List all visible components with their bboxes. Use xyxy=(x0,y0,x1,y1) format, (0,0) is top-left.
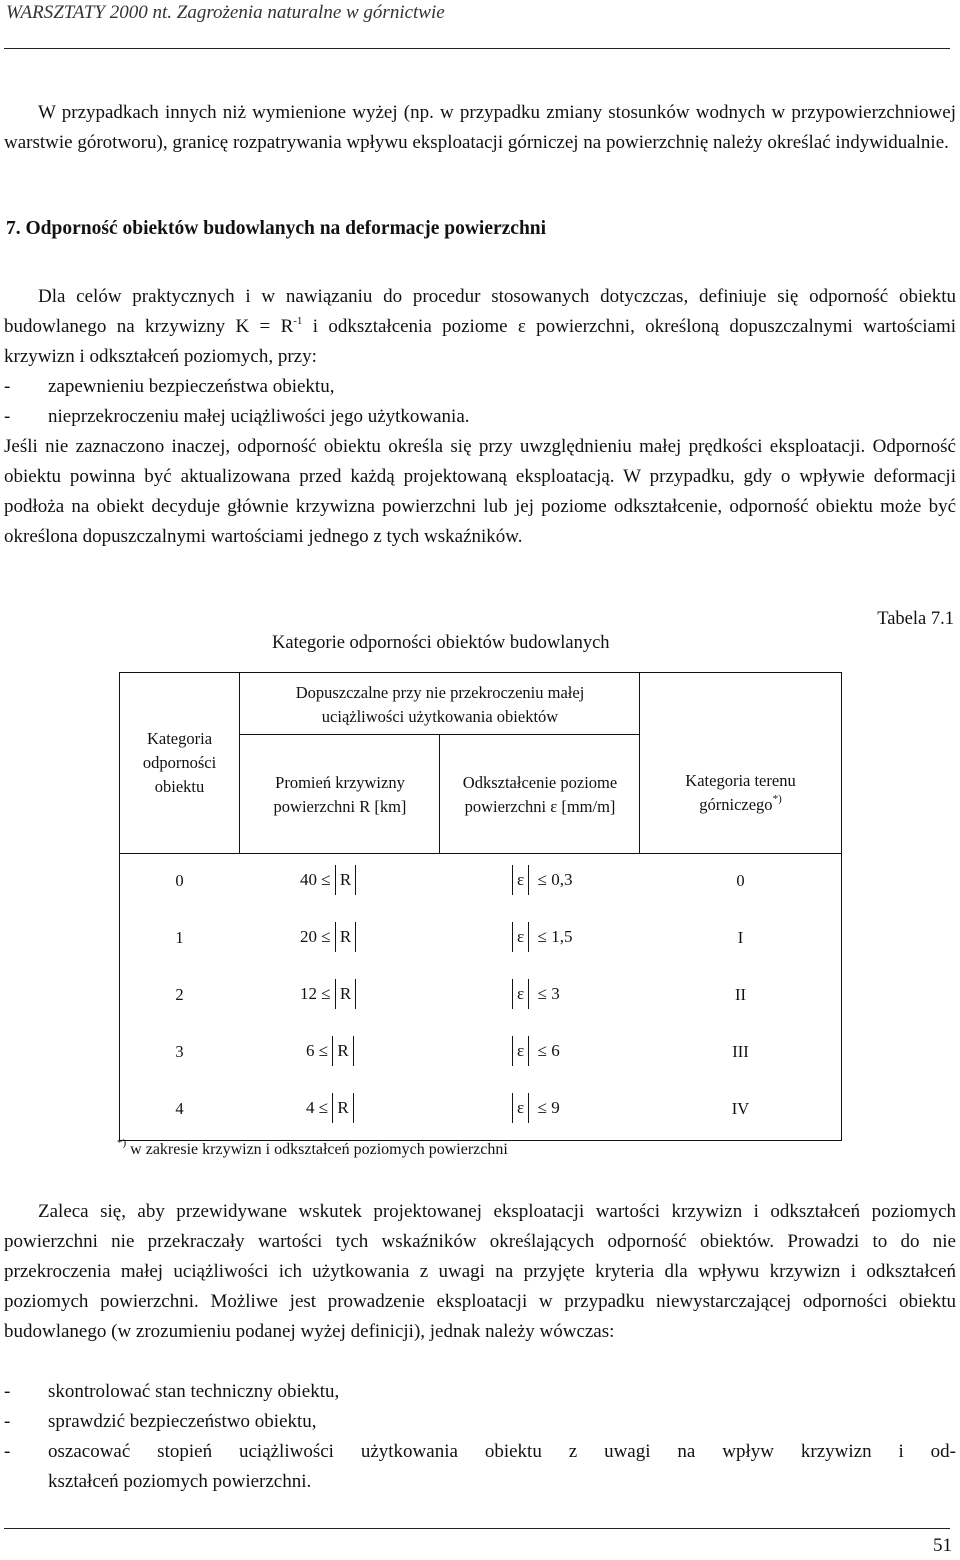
header-strain: Odkształcenie poziome powierzchni ε [mm/m] xyxy=(462,773,618,816)
page-number: 51 xyxy=(933,1535,952,1556)
row-radius: 40 ≤ R xyxy=(300,865,356,895)
paragraph: Jeśli nie zaznaczono inaczej, odporność obiektu określa się przy uwzględnieniu małej prędkości eksploatacji. Odporność obiektu powinna być aktualizowana przed każdą projektowaną eksploatacją. W przypadku, gdy o wpływie deformacji podłoża na obiekt decyduje głównie krzywizna powierzchni lub jej poziome odkształcenie, odporność obiektu może być określona dopuszczalnymi wartościami jednego z tych wskaźników. xyxy=(4,436,956,547)
row-terrain: III xyxy=(732,1042,749,1061)
list-item: - oszacować stopień uciążliwości użytkowania obiektu z uwagi na wpływ krzywizn i od- xyxy=(4,1441,956,1462)
definition-paragraph: Dla celów praktycznych i w nawiązaniu do procedur stosowanych dotyczczas, definiuje się odporność obiektu budowlanego na krzywizny $K = R^{-1}$ i odkształcenia poziome ε powierzchni, określoną dopuszczalnymi wartościami krzywizn i odkształceń poziomych, przy: xyxy=(4,286,957,367)
list-item: - zapewnieniu bezpieczeństwa obiektu, xyxy=(4,376,335,397)
list-item: - skontrolować stan techniczny obiektu, xyxy=(4,1381,340,1402)
header-rule xyxy=(4,48,950,49)
row-category: 3 xyxy=(175,1042,184,1061)
row-category: 1 xyxy=(175,928,184,947)
list-item: - sprawdzić bezpieczeństwo obiektu, xyxy=(4,1411,317,1432)
list-item: - nieprzekroczeniu małej uciążliwości jego użytkowania. xyxy=(4,406,470,427)
table-divider xyxy=(639,673,640,853)
row-category: 0 xyxy=(175,871,184,890)
footer-rule xyxy=(4,1528,950,1529)
running-header: WARSZTATY 2000 nt. Zagrożenia naturalne w górnictwie xyxy=(6,2,445,23)
list-item-continuation: kształceń poziomych powierzchni. xyxy=(48,1471,312,1492)
row-terrain: IV xyxy=(731,1099,750,1118)
resistance-table xyxy=(119,672,842,1141)
header-group: Dopuszczalne przy nie przekroczeniu małej uciążliwości użytkowania obiektów xyxy=(295,683,585,726)
table-title: Kategorie odporności obiektów budowlanych xyxy=(272,633,610,653)
row-category: 2 xyxy=(175,985,184,1004)
row-terrain: I xyxy=(737,928,744,947)
header-radius: Promień krzywizny powierzchni R [km] xyxy=(273,773,407,816)
row-category: 4 xyxy=(175,1099,184,1118)
row-terrain: 0 xyxy=(736,871,745,890)
section-heading: 7. Odporność obiektów budowlanych na deformacje powierzchni xyxy=(6,218,547,239)
row-strain: ε ≤ 9 xyxy=(512,1093,560,1123)
table-divider xyxy=(439,734,440,853)
table-divider xyxy=(239,734,639,735)
row-strain: ε ≤ 6 xyxy=(512,1036,560,1066)
table-divider xyxy=(239,673,240,853)
row-radius: 12 ≤ R xyxy=(300,979,356,1009)
row-radius: 20 ≤ R xyxy=(300,922,356,952)
closing-paragraph: Zaleca się, aby przewidywane wskutek projektowanej eksploatacji wartości krzywizn i odkształceń poziomych powierzchni nie przekraczały wartości tych wskaźników określających odporność obiektów. Prowadzi to do nie przekroczenia małej uciążliwości ich użytkowania z uwagi na przyjęte kryteria dla wpływu krzywizn i odkształceń poziomych powierzchni. Możliwe jest prowadzenie eksploatacji w przypadku niewystarczającej odporności obiektu budowlanego (w zrozumieniu podanej wyżej definicji), jednak należy wówczas: xyxy=(4,1201,956,1342)
intro-paragraph: W przypadkach innych niż wymienione wyżej (np. w przypadku zmiany stosunków wodnych w przypowierzchniowej warstwie górotworu), granicę rozpatrywania wpływu eksploatacji górniczej na powierzchnię należy określać indywidualnie. xyxy=(4,102,956,153)
row-radius: 4 ≤ R xyxy=(306,1093,354,1123)
row-radius: 6 ≤ R xyxy=(306,1036,354,1066)
header-category: Kategoria odporności obiektu xyxy=(142,729,217,796)
row-strain: ε ≤ 3 xyxy=(512,979,560,1009)
header-terrain: Kategoria terenu górniczego*) xyxy=(685,771,796,814)
row-terrain: II xyxy=(735,985,746,1004)
row-strain: ε ≤ 1,5 xyxy=(512,922,572,952)
row-strain: ε ≤ 0,3 xyxy=(512,865,572,895)
table-label: Tabela 7.1 xyxy=(877,609,954,629)
table-footnote: *) w zakresie krzywizn i odkształceń poziomych powierzchni xyxy=(117,1137,508,1158)
